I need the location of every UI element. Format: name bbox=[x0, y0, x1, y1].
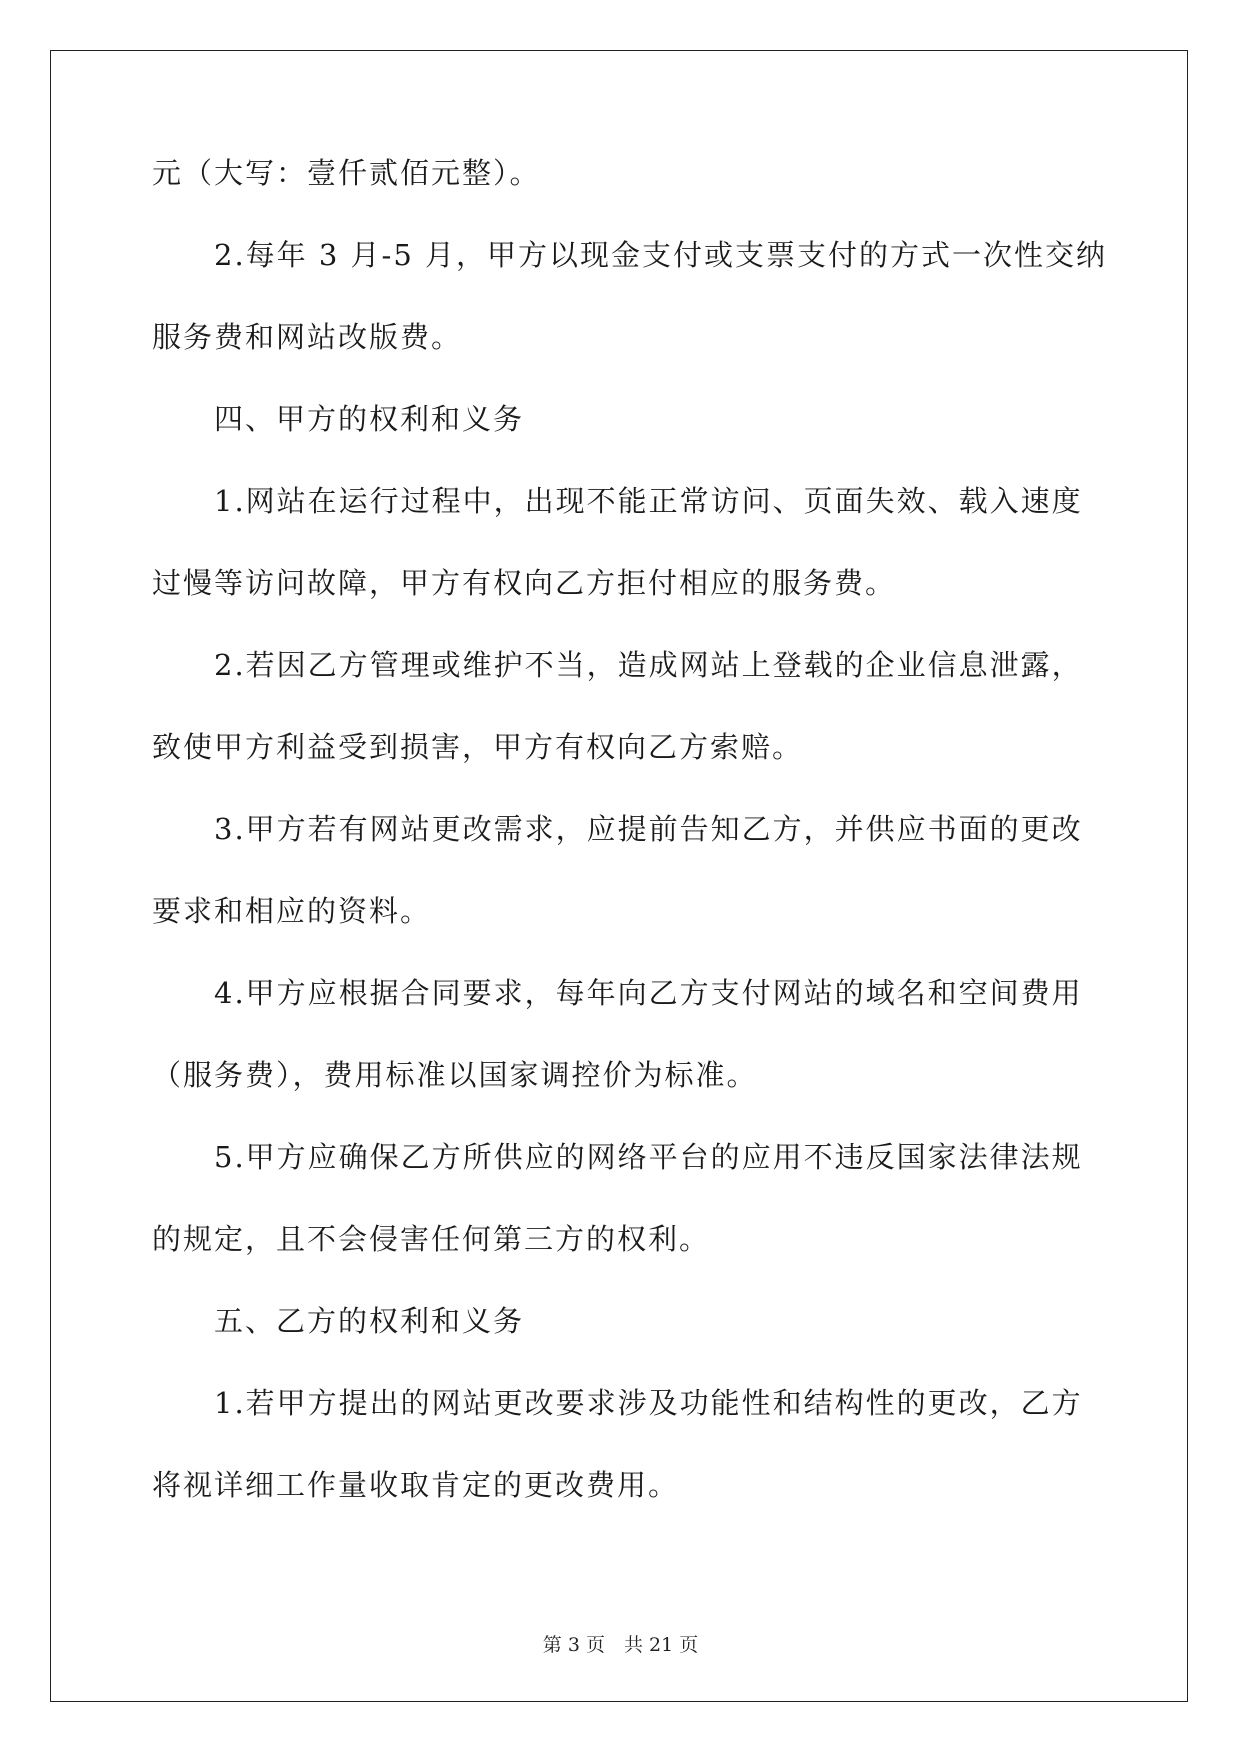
text-line: 1.网站在运行过程中，出现不能正常访问、页面失效、载入速度 bbox=[214, 484, 1083, 518]
page-number: 第 3 页 共 21 页 bbox=[542, 1634, 699, 1656]
section-heading: 四、甲方的权利和义务 bbox=[214, 402, 525, 436]
text-line: 3.甲方若有网站更改需求，应提前告知乙方，并供应书面的更改 bbox=[214, 812, 1083, 846]
section-heading: 五、乙方的权利和义务 bbox=[214, 1304, 525, 1338]
text-line: 服务费和网站改版费。 bbox=[152, 320, 463, 354]
text-line: 5.甲方应确保乙方所供应的网络平台的应用不违反国家法律法规 bbox=[214, 1140, 1083, 1174]
text-line: 要求和相应的资料。 bbox=[152, 894, 432, 928]
text-line: 1.若甲方提出的网站更改要求涉及功能性和结构性的更改，乙方 bbox=[214, 1386, 1083, 1420]
text-line: 4.甲方应根据合同要求，每年向乙方支付网站的域名和空间费用 bbox=[214, 976, 1083, 1010]
text-line: 致使甲方利益受到损害，甲方有权向乙方索赔。 bbox=[152, 730, 804, 764]
text-line: 元（大写：壹仟贰佰元整）。 bbox=[152, 156, 541, 190]
text-line: 的规定，且不会侵害任何第三方的权利。 bbox=[152, 1222, 711, 1256]
text-line: 将视详细工作量收取肯定的更改费用。 bbox=[152, 1468, 680, 1502]
document-body bbox=[152, 148, 1108, 1510]
text-line: 2.每年 3 月-5 月，甲方以现金支付或支票支付的方式一次性交纳 bbox=[214, 238, 1108, 272]
text-line: 过慢等访问故障，甲方有权向乙方拒付相应的服务费。 bbox=[152, 566, 897, 600]
text-line: 2.若因乙方管理或维护不当，造成网站上登载的企业信息泄露， bbox=[214, 648, 1083, 682]
text-line: （服务费），费用标准以国家调控价为标准。 bbox=[152, 1058, 758, 1092]
